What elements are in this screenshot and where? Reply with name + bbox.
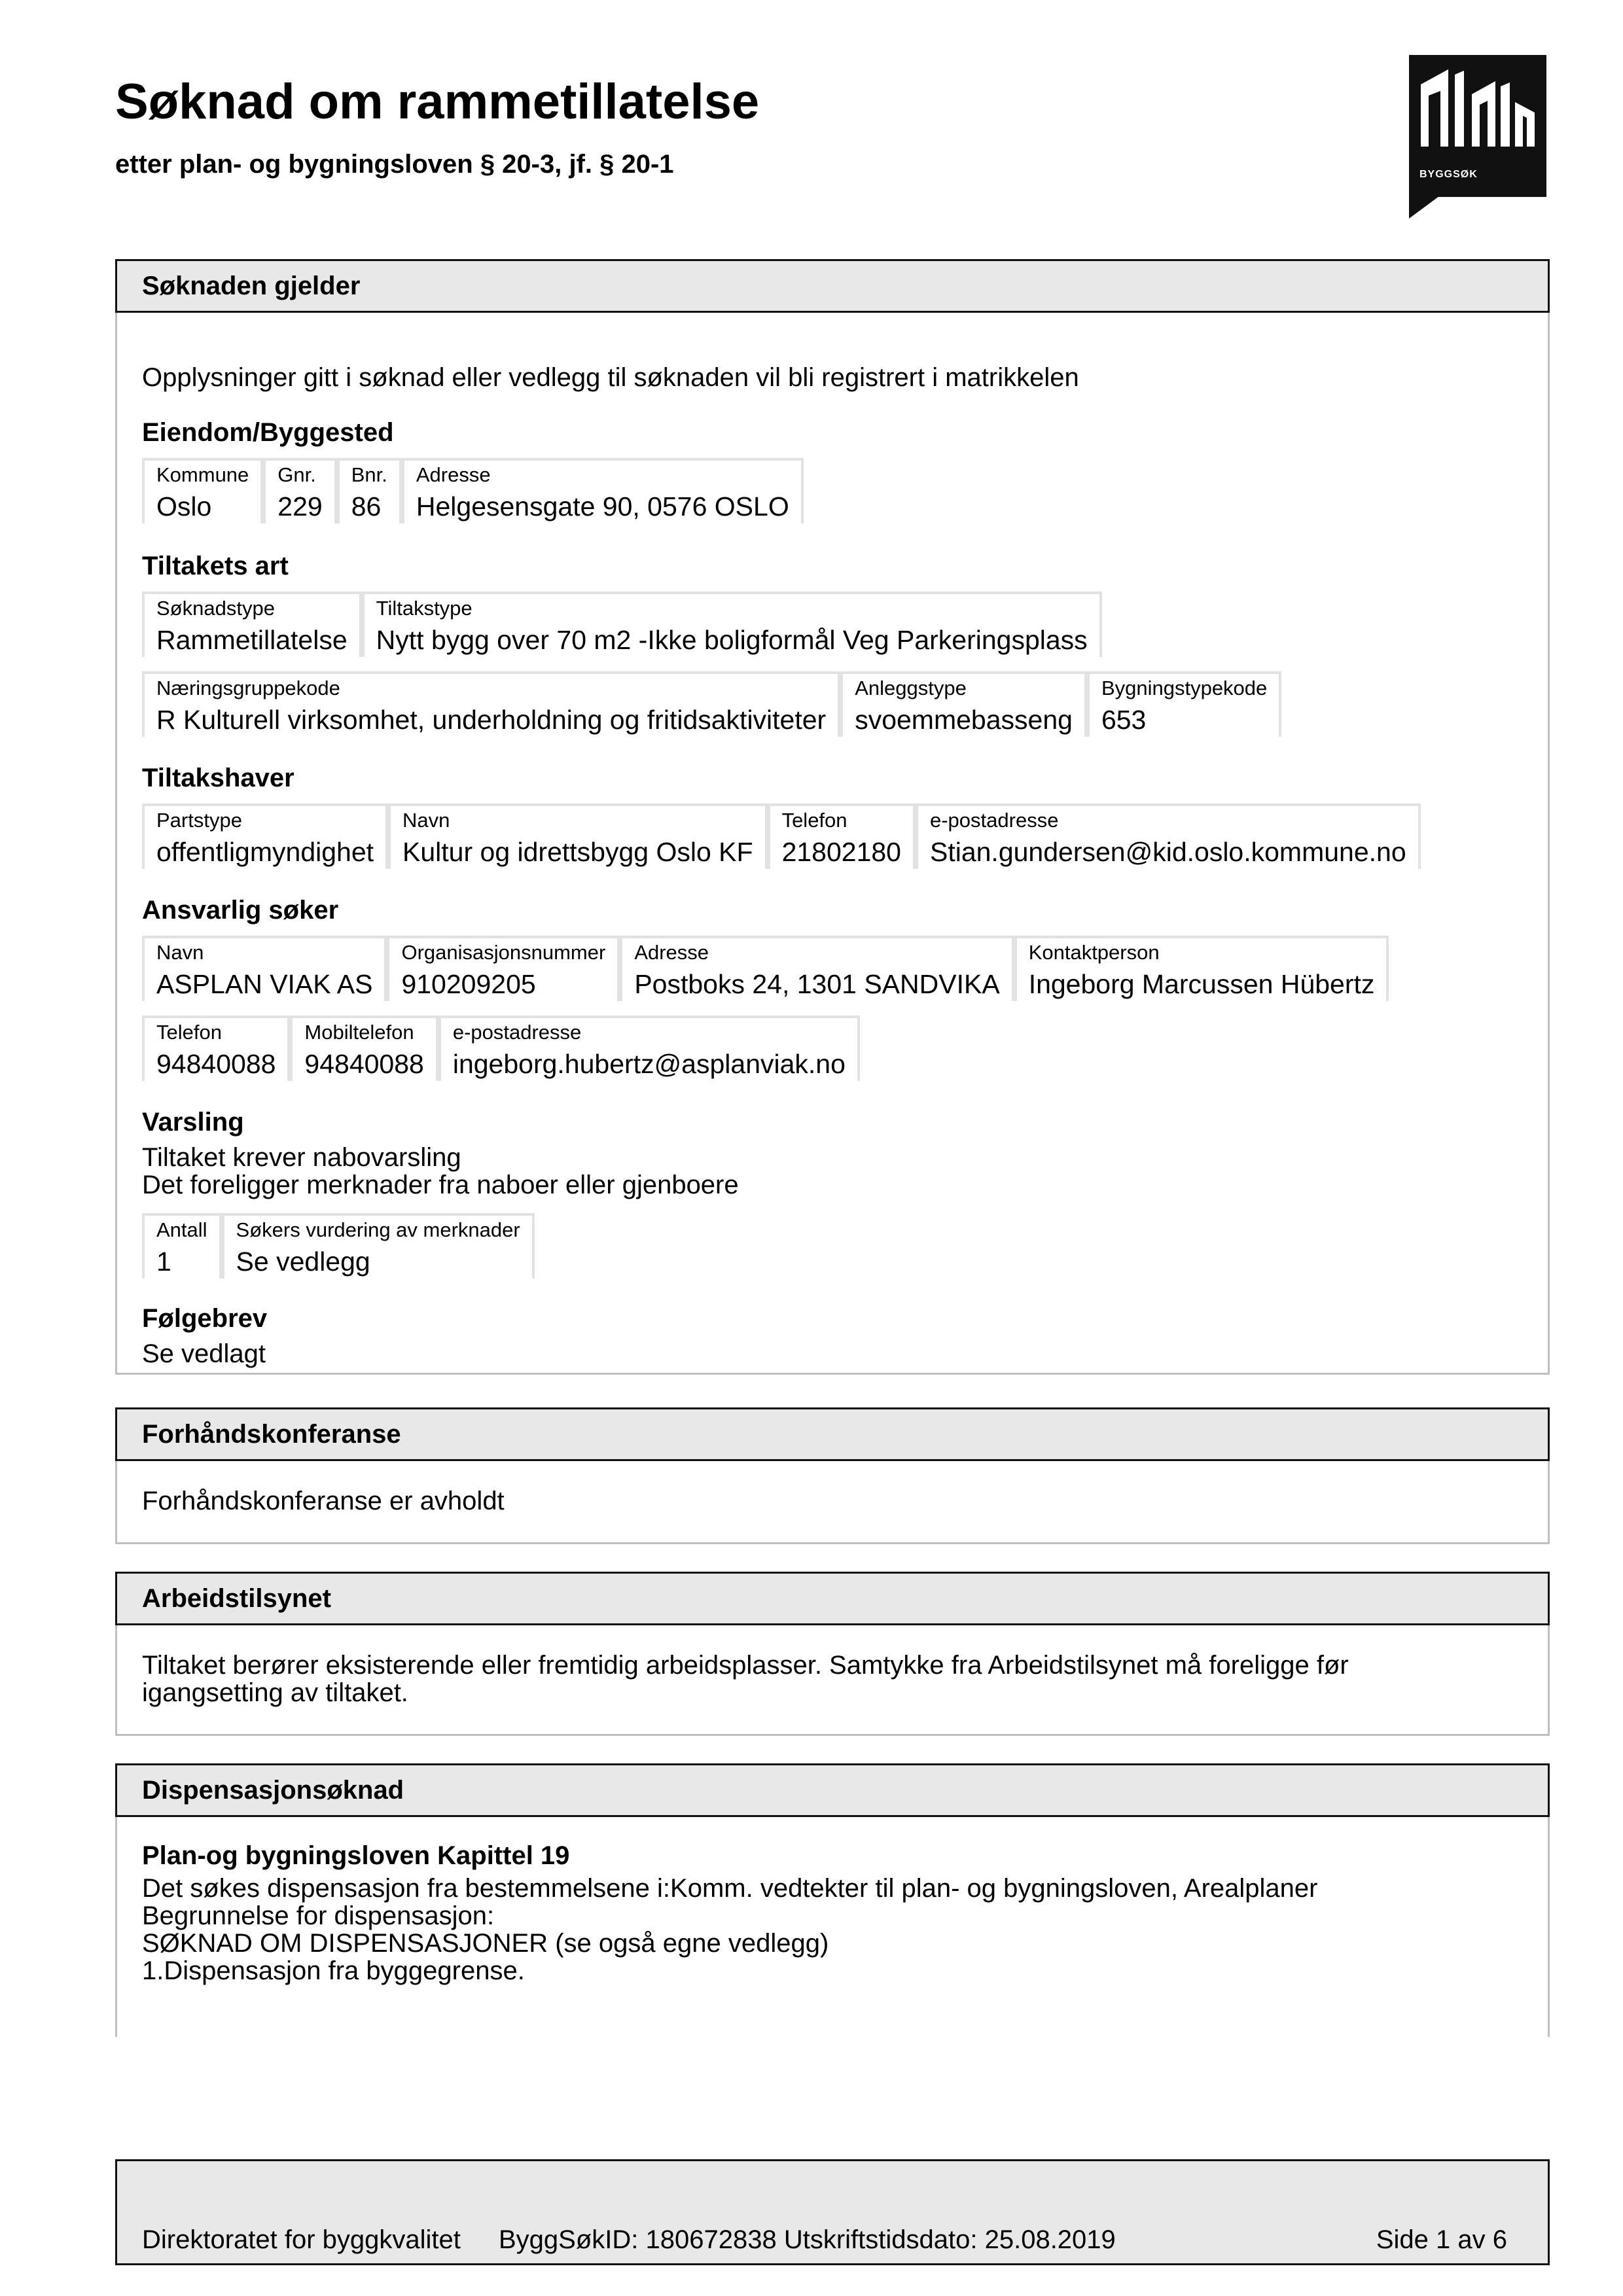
tiltakshaver-fields (142, 804, 1523, 869)
field-value: Oslo (156, 491, 212, 521)
field-anleggstype (840, 671, 1087, 737)
forhandskonferanse-text: Forhåndskonferanse er avholdt (142, 1487, 505, 1515)
ansvarlig-soker-fields-2 (142, 1016, 1523, 1081)
field-label: Antall (156, 1218, 207, 1241)
dispensasjon-line-1: Det søkes dispensasjon fra bestemmelsene i:Komm. vedtekter til plan- og bygningsloven, Arealplaner (142, 1874, 1318, 1903)
field-label: Søknadstype (156, 597, 275, 620)
dispensasjon-subheading: Plan-og bygningsloven Kapittel 19 (142, 1841, 570, 1870)
folgebrev-text: Se vedlagt (142, 1339, 266, 1368)
field-value: 21802180 (781, 837, 901, 867)
field-value: offentligmyndighet (156, 837, 374, 867)
dispensasjon-line-4: 1.Dispensasjon fra byggegrense. (142, 1956, 525, 1985)
field-value: Stian.gundersen@kid.oslo.kommune.no (929, 837, 1406, 867)
field-adresse (402, 458, 804, 523)
varsling-heading: Varsling (142, 1108, 244, 1137)
field-value: R Kulturell virksomhet, underholdning og fritidsaktiviteter (156, 705, 827, 735)
section-soknaden-gjelder (115, 259, 1550, 1375)
section-body (117, 1651, 1548, 1706)
byggsok-logo (1409, 55, 1546, 197)
field-partstype (142, 804, 388, 869)
field-navn (142, 936, 387, 1001)
field-value: 229 (277, 491, 323, 521)
arbeidstilsynet-line-2: igangsetting av tiltaket. (142, 1678, 408, 1707)
field-label: Mobiltelefon (304, 1021, 414, 1044)
section-heading: Arbeidstilsynet (115, 1572, 1550, 1625)
section-heading: Dispensasjonsøknad (115, 1763, 1550, 1817)
varsling-line-2: Det foreligger merknader fra naboer eller gjenboere (142, 1171, 739, 1199)
section-body (117, 1842, 1548, 1985)
section-heading: Forhåndskonferanse (115, 1407, 1550, 1461)
field-vurdering (222, 1213, 535, 1279)
field-value: Ingeborg Marcussen Hübertz (1028, 969, 1375, 999)
arbeidstilsynet-line-1: Tiltaket berører eksisterende eller fremtidig arbeidsplasser. Samtykke fra Arbeidstilsynet må foreligge før (142, 1651, 1349, 1680)
field-label: Partstype (156, 809, 242, 832)
field-label: Telefon (781, 809, 847, 832)
footer-id: ByggSøkID: 180672838 Utskriftstidsdato: 25.08.2019 (499, 2225, 1116, 2254)
field-value: Nytt bygg over 70 m2 -Ikke boligformål Veg Parkeringsplass (376, 625, 1088, 655)
building-logo-icon (1409, 55, 1546, 166)
section-arbeidstilsynet (115, 1572, 1550, 1736)
varsling-fields (142, 1213, 1523, 1279)
field-value: 1 (156, 1246, 171, 1277)
field-naeringsgruppekode (142, 671, 840, 737)
field-label: Adresse (416, 463, 491, 486)
field-orgnr (387, 936, 620, 1001)
section-body (117, 1487, 1548, 1515)
field-label: Organisasjonsnummer (401, 941, 606, 964)
field-label: e-postadresse (452, 1021, 582, 1044)
footer-org: Direktoratet for byggkvalitet (142, 2225, 461, 2254)
field-label: Søkers vurdering av merknader (236, 1218, 520, 1241)
field-label: Navn (402, 809, 450, 832)
field-tiltakstype (362, 592, 1102, 657)
field-gnr (263, 458, 336, 523)
field-value: 94840088 (156, 1049, 276, 1079)
field-soknadstype (142, 592, 362, 657)
field-adresse (620, 936, 1014, 1001)
varsling-line-1: Tiltaket krever nabovarsling (142, 1143, 461, 1172)
field-label: Anleggstype (855, 677, 967, 699)
field-label: Bygningstypekode (1101, 677, 1268, 699)
field-label: Bnr. (351, 463, 387, 486)
field-value: Postboks 24, 1301 SANDVIKA (634, 969, 1000, 999)
eiendom-heading: Eiendom/Byggested (142, 418, 394, 447)
dispensasjon-line-3: SØKNAD OM DISPENSASJONER (se også egne vedlegg) (142, 1929, 829, 1958)
field-label: Navn (156, 941, 204, 964)
field-value: Kultur og idrettsbygg Oslo KF (402, 837, 753, 867)
field-value: 94840088 (304, 1049, 424, 1079)
tiltakets-art-fields-1 (142, 592, 1523, 657)
field-value: 910209205 (401, 969, 536, 999)
eiendom-fields (142, 458, 1523, 523)
tiltakshaver-heading: Tiltakshaver (142, 764, 294, 792)
field-value: Helgesensgate 90, 0576 OSLO (416, 491, 789, 521)
field-bnr (337, 458, 402, 523)
field-kommune (142, 458, 263, 523)
dispensasjon-line-2: Begrunnelse for dispensasjon: (142, 1901, 495, 1930)
tiltakets-art-fields-2 (142, 671, 1523, 737)
field-label: e-postadresse (929, 809, 1059, 832)
field-telefon (142, 1016, 290, 1081)
field-mobiltelefon (290, 1016, 438, 1081)
section-forhandskonferanse (115, 1407, 1550, 1544)
footer-page-number: Side 1 av 6 (1376, 2225, 1507, 2254)
field-label: Gnr. (277, 463, 316, 486)
field-navn (388, 804, 768, 869)
page-subtitle: etter plan- og bygningsloven § 20-3, jf. § 20-1 (115, 150, 674, 179)
field-antall (142, 1213, 222, 1279)
field-value: Rammetillatelse (156, 625, 348, 655)
page-footer (115, 2159, 1550, 2265)
field-bygningstypekode (1087, 671, 1281, 737)
field-value: svoemmebasseng (855, 705, 1073, 735)
field-value: ingeborg.hubertz@asplanviak.no (452, 1049, 846, 1079)
field-value: ASPLAN VIAK AS (156, 969, 373, 999)
field-kontaktperson (1014, 936, 1389, 1001)
field-epost (916, 804, 1421, 869)
field-label: Telefon (156, 1021, 222, 1044)
field-label: Kontaktperson (1028, 941, 1160, 964)
section-dispensasjon (115, 1763, 1550, 2037)
section-body (117, 364, 1548, 1368)
field-label: Kommune (156, 463, 249, 486)
folgebrev-heading: Følgebrev (142, 1304, 268, 1333)
logo-tab-shape (1409, 196, 1439, 219)
ansvarlig-soker-fields-1 (142, 936, 1523, 1001)
field-value: 653 (1101, 705, 1147, 735)
tiltakets-art-heading: Tiltakets art (142, 552, 289, 580)
field-value: Se vedlegg (236, 1246, 370, 1277)
field-label: Tiltakstype (376, 597, 473, 620)
logo-label: BYGGSØK (1419, 169, 1478, 180)
field-label: Adresse (634, 941, 709, 964)
page-title: Søknad om rammetillatelse (115, 74, 760, 130)
ansvarlig-soker-heading: Ansvarlig søker (142, 896, 339, 925)
section-heading: Søknaden gjelder (115, 259, 1550, 313)
field-telefon (768, 804, 916, 869)
field-value: 86 (351, 491, 382, 521)
intro-text: Opplysninger gitt i søknad eller vedlegg til søknaden vil bli registrert i matrikkelen (142, 363, 1079, 392)
field-label: Næringsgruppekode (156, 677, 340, 699)
field-epost (438, 1016, 860, 1081)
